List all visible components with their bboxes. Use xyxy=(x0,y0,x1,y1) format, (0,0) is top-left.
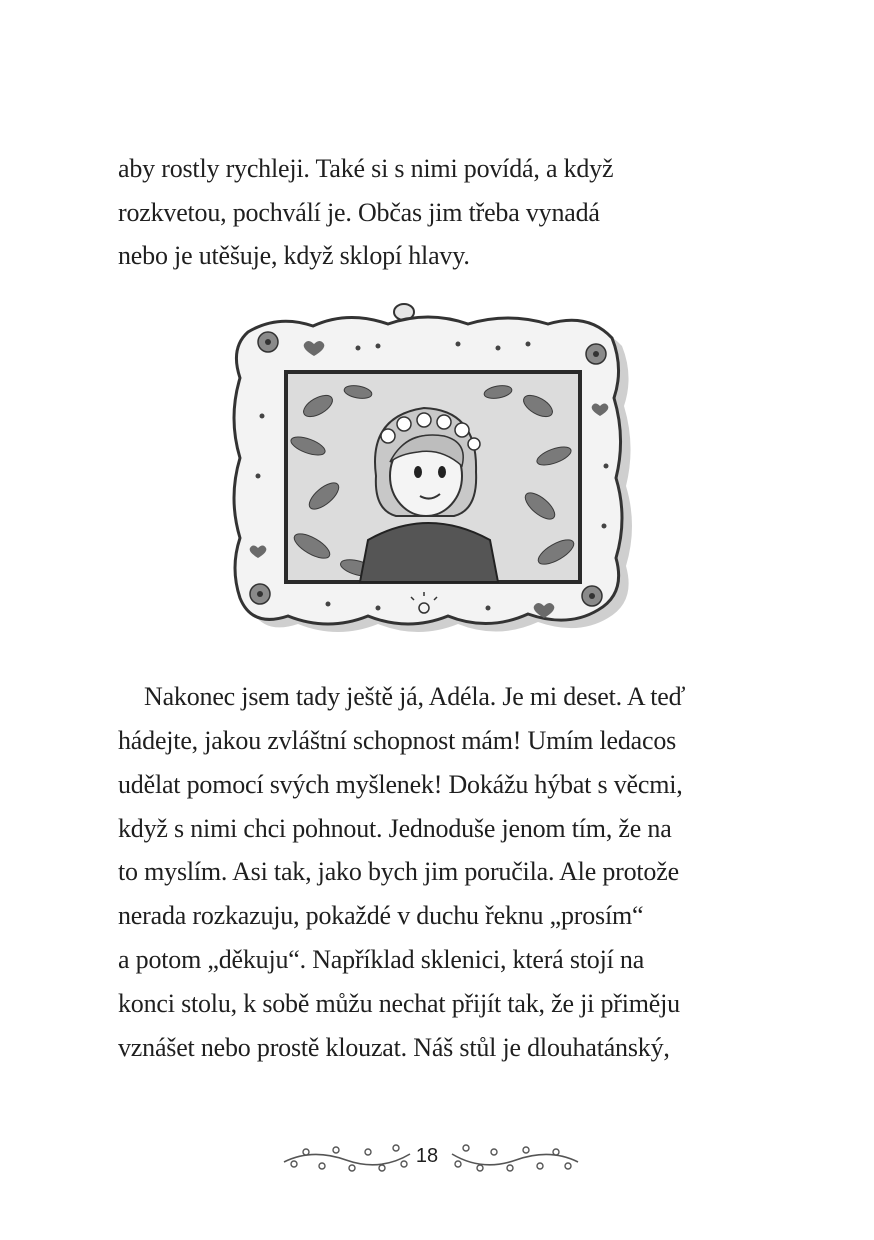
right-vine-ornament-icon xyxy=(450,1140,580,1176)
text-line: Nakonec jsem tady ještě já, Adéla. Je mi deset. A teď xyxy=(144,682,686,711)
text-line: hádejte, jakou zvláštní schopnost mám! Umím ledacos xyxy=(118,726,677,755)
text-line: nerada rozkazuju, pokaždé v duchu řeknu „prosím“ xyxy=(118,901,644,930)
page-footer xyxy=(0,1134,874,1178)
framed-portrait-illustration xyxy=(228,296,640,648)
text-line: rozkvetou, pochválí je. Občas jim třeba vynadá xyxy=(118,198,600,227)
text-line: aby rostly rychleji. Také si s nimi povídá, a když xyxy=(118,154,614,183)
text-line: konci stolu, k sobě můžu nechat přijít tak, že ji přiměju xyxy=(118,989,680,1018)
text-line: a potom „děkuju“. Například sklenici, která stojí na xyxy=(118,945,645,974)
text-line: udělat pomocí svých myšlenek! Dokážu hýbat s věcmi, xyxy=(118,770,683,799)
text-line: když s nimi chci pohnout. Jednoduše jenom tím, že na xyxy=(118,814,672,843)
left-vine-ornament-icon xyxy=(282,1140,412,1176)
text-line: nebo je utěšuje, když sklopí hlavy. xyxy=(118,241,470,270)
page-number: 18 xyxy=(415,1145,439,1167)
text-line: vznášet nebo prostě klouzat. Náš stůl je dlouhatánský, xyxy=(118,1033,670,1062)
text-line: to myslím. Asi tak, jako bych jim poručila. Ale protože xyxy=(118,857,679,886)
